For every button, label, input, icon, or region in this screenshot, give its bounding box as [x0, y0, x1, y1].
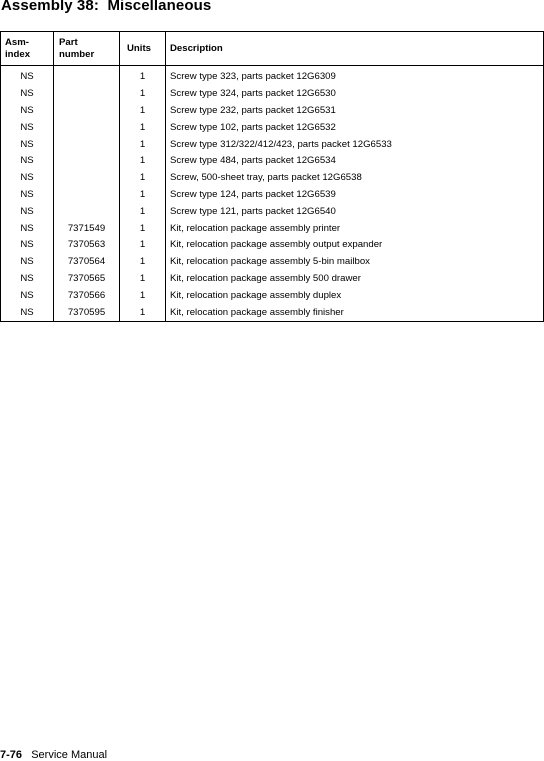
cell-description: Screw type 323, parts packet 12G6309 — [166, 66, 544, 86]
header-part-line2: number — [59, 48, 95, 60]
cell-part-number — [54, 103, 120, 120]
table-row — [1, 203, 544, 220]
cell-description: Screw type 124, parts packet 12G6539 — [166, 187, 544, 204]
page-title: Assembly 38: Miscellaneous — [1, 0, 212, 14]
cell-description: Screw type 312/322/412/423, parts packet 12G6533 — [166, 136, 544, 153]
cell-description: Kit, relocation package assembly finisher — [166, 304, 544, 321]
cell-units: 1 — [120, 66, 166, 86]
table-header — [1, 32, 544, 66]
cell-asm-index: NS — [1, 170, 54, 187]
cell-description: Screw type 232, parts packet 12G6531 — [166, 103, 544, 120]
cell-description: Screw type 102, parts packet 12G6532 — [166, 119, 544, 136]
cell-part-number: 7370566 — [54, 287, 120, 304]
cell-part-number: 7370565 — [54, 271, 120, 288]
parts-table — [0, 31, 544, 322]
cell-part-number — [54, 153, 120, 170]
cell-asm-index: NS — [1, 103, 54, 120]
cell-units: 1 — [120, 254, 166, 271]
table-row — [1, 304, 544, 321]
cell-asm-index: NS — [1, 220, 54, 237]
table-row — [1, 237, 544, 254]
cell-part-number — [54, 187, 120, 204]
cell-part-number — [54, 170, 120, 187]
table-row — [1, 119, 544, 136]
cell-asm-index: NS — [1, 254, 54, 271]
cell-description: Screw, 500-sheet tray, parts packet 12G6538 — [166, 170, 544, 187]
cell-description: Kit, relocation package assembly 5-bin mailbox — [166, 254, 544, 271]
header-asm-index — [1, 32, 54, 66]
table-row — [1, 220, 544, 237]
cell-description: Kit, relocation package assembly output expander — [166, 237, 544, 254]
cell-description: Kit, relocation package assembly 500 drawer — [166, 271, 544, 288]
table-row — [1, 187, 544, 204]
cell-part-number — [54, 136, 120, 153]
table-row — [1, 103, 544, 120]
cell-asm-index: NS — [1, 66, 54, 86]
cell-asm-index: NS — [1, 153, 54, 170]
header-asm-line2: index — [5, 48, 31, 60]
table-row — [1, 153, 544, 170]
cell-part-number — [54, 203, 120, 220]
table-row — [1, 86, 544, 103]
cell-asm-index: NS — [1, 119, 54, 136]
cell-units: 1 — [120, 153, 166, 170]
cell-asm-index: NS — [1, 203, 54, 220]
cell-part-number — [54, 86, 120, 103]
cell-asm-index: NS — [1, 304, 54, 321]
cell-units: 1 — [120, 187, 166, 204]
table-row — [1, 136, 544, 153]
cell-units: 1 — [120, 86, 166, 103]
cell-asm-index: NS — [1, 237, 54, 254]
cell-asm-index: NS — [1, 271, 54, 288]
page-footer — [0, 749, 107, 761]
cell-description: Screw type 484, parts packet 12G6534 — [166, 153, 544, 170]
cell-part-number — [54, 119, 120, 136]
cell-units: 1 — [120, 136, 166, 153]
table-row — [1, 254, 544, 271]
cell-description: Screw type 324, parts packet 12G6530 — [166, 86, 544, 103]
cell-description: Kit, relocation package assembly duplex — [166, 287, 544, 304]
cell-asm-index: NS — [1, 86, 54, 103]
header-units: Units — [120, 32, 166, 66]
header-asm-line1: Asm- — [5, 36, 29, 48]
table-row — [1, 170, 544, 187]
cell-part-number: 7370563 — [54, 237, 120, 254]
page-number: 7-76 — [0, 749, 23, 761]
cell-units: 1 — [120, 103, 166, 120]
cell-units: 1 — [120, 304, 166, 321]
cell-asm-index: NS — [1, 287, 54, 304]
cell-part-number: 7370564 — [54, 254, 120, 271]
header-part-number — [54, 32, 120, 66]
header-description: Description — [166, 32, 544, 66]
cell-units: 1 — [120, 287, 166, 304]
table-row — [1, 287, 544, 304]
cell-part-number: 7371549 — [54, 220, 120, 237]
table-row — [1, 66, 544, 86]
table-row — [1, 271, 544, 288]
cell-asm-index: NS — [1, 187, 54, 204]
cell-description: Kit, relocation package assembly printer — [166, 220, 544, 237]
cell-units: 1 — [120, 237, 166, 254]
cell-units: 1 — [120, 220, 166, 237]
cell-part-number — [54, 66, 120, 86]
header-part-line1: Part — [59, 36, 78, 48]
cell-units: 1 — [120, 271, 166, 288]
cell-part-number: 7370595 — [54, 304, 120, 321]
cell-description: Screw type 121, parts packet 12G6540 — [166, 203, 544, 220]
cell-units: 1 — [120, 119, 166, 136]
manual-name: Service Manual — [31, 749, 108, 761]
cell-asm-index: NS — [1, 136, 54, 153]
header-row — [1, 32, 544, 66]
cell-units: 1 — [120, 170, 166, 187]
table-body — [1, 66, 544, 322]
cell-units: 1 — [120, 203, 166, 220]
